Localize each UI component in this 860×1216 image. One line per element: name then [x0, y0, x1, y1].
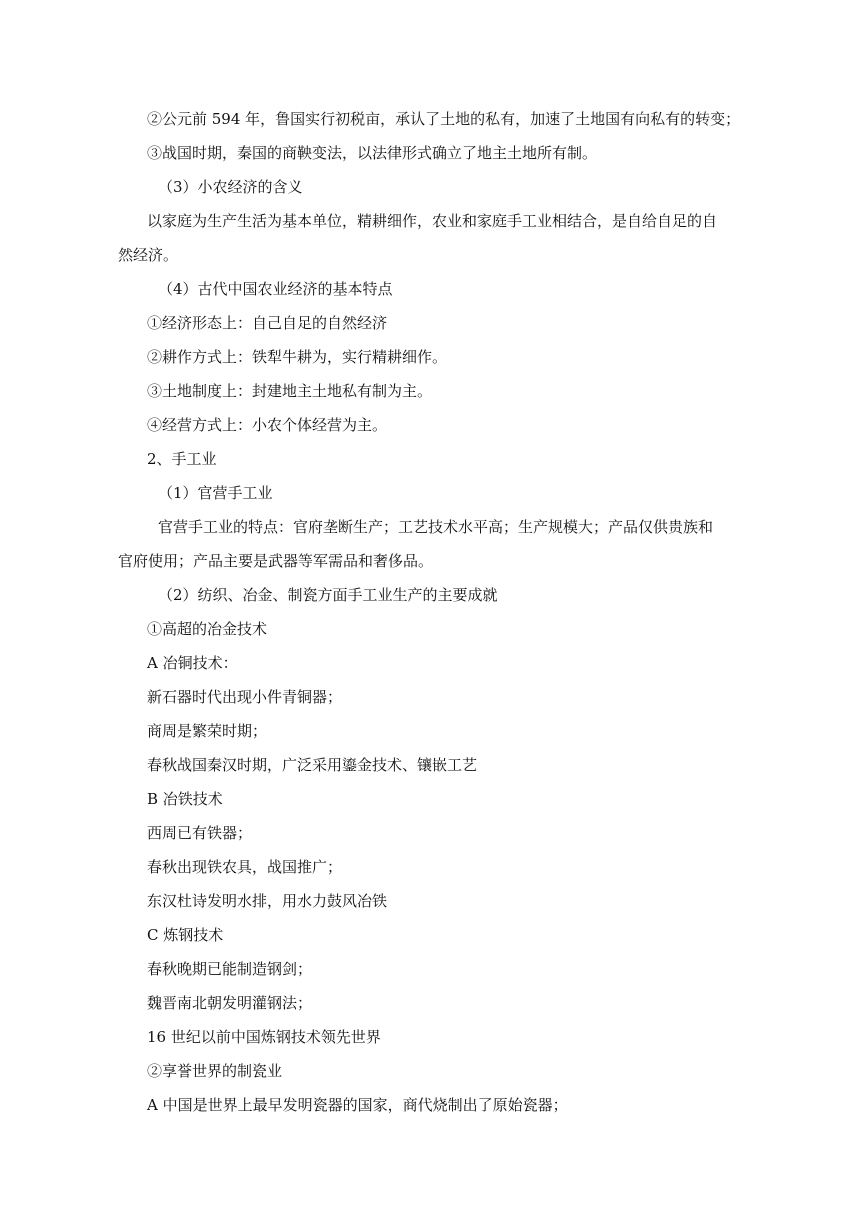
text-line: 商周是繁荣时期；: [147, 722, 268, 740]
text-line: 西周已有铁器；: [147, 824, 253, 842]
section-heading: （2）纺织、冶金、制瓷方面手工业生产的主要成就: [158, 586, 498, 604]
text-line: 以家庭为生产生活为基本单位，精耕细作，农业和家庭手工业相结合，是自给自足的自: [147, 212, 718, 230]
text-line: 魏晋南北朝发明灌钢法；: [147, 994, 313, 1012]
text-line: ①经济形态上：自己自足的自然经济: [147, 314, 388, 332]
section-heading: （1）官营手工业: [158, 484, 273, 502]
text-line: ②公元前 594 年，鲁国实行初税亩，承认了土地的私有，加速了土地国有向私有的转变；: [147, 110, 741, 128]
text-line: B 冶铁技术: [147, 790, 223, 808]
text-line: 然经济。: [118, 246, 179, 264]
text-line: 官营手工业的特点：官府垄断生产；工艺技术水平高；生产规模大；产品仅供贵族和: [158, 518, 714, 536]
text-line: 东汉杜诗发明水排，用水力鼓风冶铁: [147, 892, 388, 910]
text-line: ③土地制度上：封建地主土地私有制为主。: [147, 382, 433, 400]
text-line: ①高超的冶金技术: [147, 620, 268, 638]
section-heading: 2、手工业: [147, 450, 217, 468]
text-line: 新石器时代出现小件青铜器；: [147, 688, 343, 706]
text-line: A 中国是世界上最早发明瓷器的国家，商代烧制出了原始瓷器；: [147, 1096, 568, 1114]
text-line: A 冶铜技术：: [147, 654, 238, 672]
text-line: 春秋晚期已能制造钢剑；: [147, 960, 313, 978]
text-line: 春秋战国秦汉时期，广泛采用鎏金技术、镶嵌工艺: [147, 756, 478, 774]
section-heading: （4）古代中国农业经济的基本特点: [158, 280, 393, 298]
text-line: ③战国时期，秦国的商鞅变法，以法律形式确立了地主土地所有制。: [147, 144, 598, 162]
text-line: ④经营方式上：小农个体经营为主。: [147, 416, 388, 434]
text-line: 官府使用；产品主要是武器等军需品和奢侈品。: [118, 552, 434, 570]
section-heading: （3）小农经济的含义: [158, 178, 303, 196]
text-line: 16 世纪以前中国炼钢技术领先世界: [147, 1028, 381, 1046]
text-line: ②耕作方式上：铁犁牛耕为，实行精耕细作。: [147, 348, 448, 366]
text-line: 春秋出现铁农具，战国推广；: [147, 858, 343, 876]
text-line: C 炼钢技术: [147, 926, 224, 944]
text-line: ②享誉世界的制瓷业: [147, 1062, 283, 1080]
